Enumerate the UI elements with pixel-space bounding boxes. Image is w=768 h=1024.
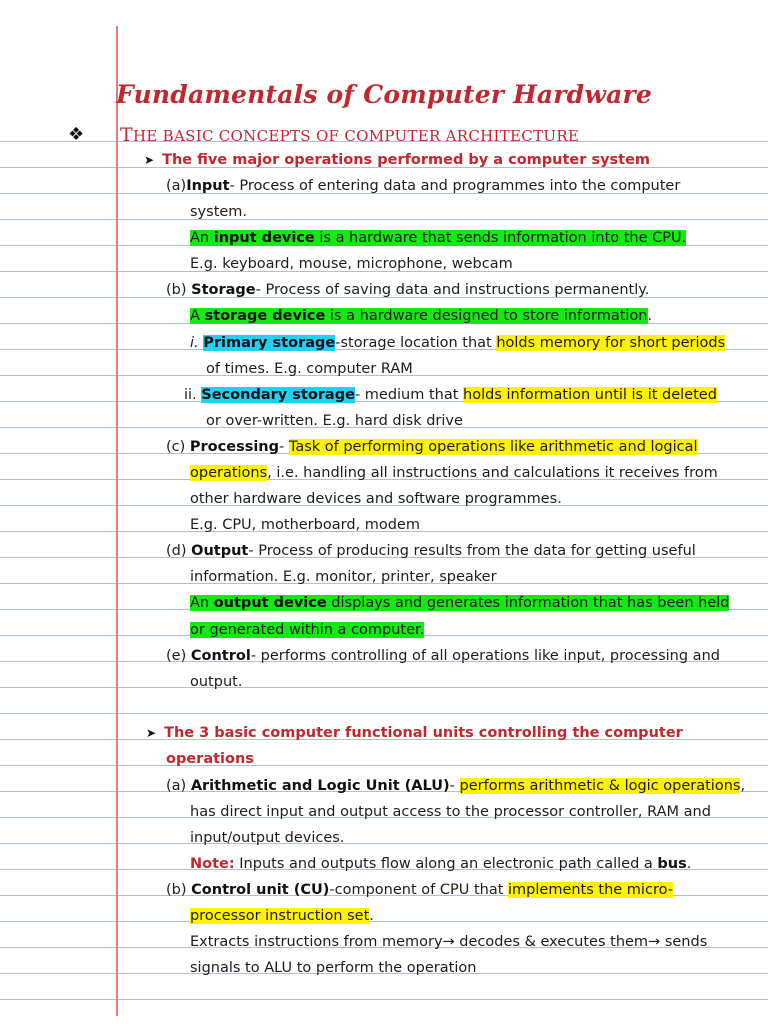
term-output: Output xyxy=(191,543,249,559)
item-dash: - xyxy=(279,439,289,455)
cu-line-2 xyxy=(190,906,374,926)
roman-numeral: i. xyxy=(190,335,199,351)
def-rest: displays and generates information that has been held xyxy=(326,595,730,611)
output-line-1 xyxy=(166,541,696,561)
item-label: (d) xyxy=(166,543,187,559)
term-processing: Processing xyxy=(189,439,280,455)
highlight-yellow: performs arithmetic & logic operations xyxy=(459,778,741,794)
output-device-definition-2 xyxy=(190,620,424,640)
item-label: (a) xyxy=(166,178,187,194)
primary-storage-line-2: of times. E.g. computer RAM xyxy=(206,361,413,377)
processing-line-3: other hardware devices and software programmes. xyxy=(190,491,562,507)
input-examples: E.g. keyboard, mouse, microphone, webcam xyxy=(190,256,513,272)
item-text: - performs controlling of all operations like input, processing and xyxy=(250,648,720,664)
highlight-yellow: holds memory for short periods xyxy=(496,335,726,351)
term-cu: Control unit (CU) xyxy=(191,882,330,898)
note-term: bus xyxy=(657,856,687,872)
diamond-bullet-icon: ❖ xyxy=(68,124,85,145)
subheading-text: The five major operations performed by a computer system xyxy=(162,152,651,168)
input-line-2: system. xyxy=(190,204,248,220)
item-label: (c) xyxy=(166,439,186,455)
def-pre: An xyxy=(190,595,214,611)
term-storage: Storage xyxy=(191,282,256,298)
highlight-green: or generated within a computer. xyxy=(190,622,425,638)
cu-line-4: signals to ALU to perform the operation xyxy=(190,960,477,976)
alu-line-2: has direct input and output access to the processor controller, RAM and xyxy=(190,804,711,820)
item-end: , xyxy=(740,778,746,794)
heading-initial: T xyxy=(120,124,133,146)
item-text: -component of CPU that xyxy=(329,882,509,898)
storage-line-1 xyxy=(166,280,649,300)
input-line-1 xyxy=(166,176,680,196)
processing-line-1 xyxy=(166,437,698,457)
storage-device-definition xyxy=(190,306,652,326)
subheading-five-operations xyxy=(144,150,650,170)
page-title: Fundamentals of Computer Hardware xyxy=(116,80,652,109)
highlight-yellow: operations xyxy=(190,465,268,481)
note-text: Inputs and outputs flow along an electronic path called a xyxy=(234,856,658,872)
term-secondary-storage: Secondary storage xyxy=(201,387,355,403)
secondary-storage-line xyxy=(184,385,717,405)
cu-line-1 xyxy=(166,880,673,900)
item-text: - Process of producing results from the data for getting useful xyxy=(248,543,696,559)
term-primary-storage: Primary storage xyxy=(203,335,336,351)
highlight-yellow: holds information until is it deleted xyxy=(463,387,717,403)
def-rest: is a hardware designed to store information xyxy=(325,308,648,324)
item-text: - Process of entering data and programmes into the computer xyxy=(229,178,681,194)
def-rest: is a hardware that sends information into the CPU. xyxy=(314,230,687,246)
alu-line-3: input/output devices. xyxy=(190,830,345,846)
def-pre: An xyxy=(190,230,214,246)
subheading-text: operations xyxy=(166,751,254,767)
item-dash: - xyxy=(449,778,460,794)
subheading-functional-units xyxy=(146,723,683,743)
highlight-green xyxy=(190,230,686,246)
item-text: - Process of saving data and instructions permanently. xyxy=(255,282,650,298)
arrow-bullet-icon: ➤ xyxy=(146,726,157,740)
term-alu: Arithmetic and Logic Unit (ALU) xyxy=(190,778,450,794)
highlight-yellow: processor instruction set xyxy=(190,908,370,924)
def-term: storage device xyxy=(204,308,326,324)
input-device-definition xyxy=(190,228,686,248)
margin-line xyxy=(116,26,118,1016)
heading-rest: HE BASIC CONCEPTS OF COMPUTER ARCHITECTURE xyxy=(132,127,580,145)
alu-line-1 xyxy=(166,776,745,796)
item-text: -storage location that xyxy=(335,335,497,351)
def-pre: A xyxy=(190,308,205,324)
control-line-2: output. xyxy=(190,674,243,690)
section-heading xyxy=(120,124,579,146)
subheading-text: The 3 basic computer functional units controlling the computer xyxy=(164,725,683,741)
primary-storage-line xyxy=(190,333,725,353)
roman-numeral: ii. xyxy=(184,387,197,403)
term-control: Control xyxy=(190,648,251,664)
subheading-functional-units-2 xyxy=(166,749,254,769)
processing-line-2 xyxy=(190,463,718,483)
highlight-green xyxy=(190,308,648,324)
item-text: , i.e. handling all instructions and calculations it receives from xyxy=(267,465,718,481)
term-input: Input xyxy=(186,178,230,194)
item-end: . xyxy=(369,908,374,924)
output-line-2: information. E.g. monitor, printer, speaker xyxy=(190,569,497,585)
control-line-1 xyxy=(166,646,720,666)
arrow-bullet-icon: ➤ xyxy=(144,153,155,167)
def-end: . xyxy=(647,308,653,324)
def-term: output device xyxy=(213,595,327,611)
cu-line-3: Extracts instructions from memory→ decodes & executes them→ sends xyxy=(190,934,708,950)
secondary-storage-line-2: or over-written. E.g. hard disk drive xyxy=(206,413,463,429)
def-term: input device xyxy=(213,230,315,246)
alu-note xyxy=(190,854,691,874)
note-end: . xyxy=(686,856,692,872)
item-label: (b) xyxy=(166,282,187,298)
item-label: (a) xyxy=(166,778,187,794)
note-label: Note: xyxy=(190,856,235,872)
item-label: (b) xyxy=(166,882,187,898)
output-device-definition xyxy=(190,593,729,613)
item-text: - medium that xyxy=(354,387,464,403)
highlight-yellow: Task of performing operations like arithmetic and logical xyxy=(288,439,698,455)
processing-examples: E.g. CPU, motherboard, modem xyxy=(190,517,420,533)
highlight-green xyxy=(190,595,729,611)
highlight-yellow: implements the micro- xyxy=(508,882,673,898)
item-label: (e) xyxy=(166,648,187,664)
